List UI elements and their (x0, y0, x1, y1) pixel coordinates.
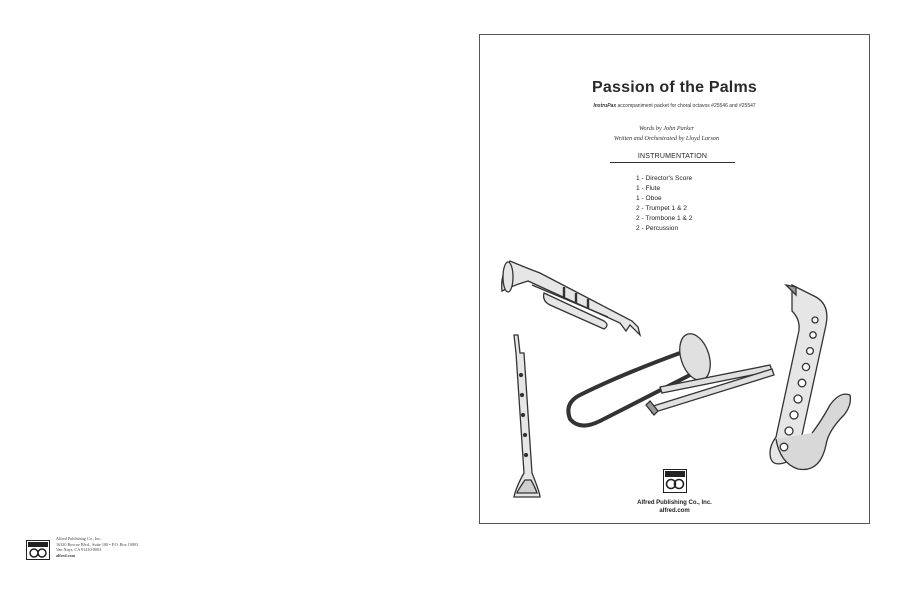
publisher-website[interactable]: alfred.com (56, 552, 76, 558)
list-item: 2 - Trombone 1 & 2 (636, 215, 693, 222)
trumpet-icon (502, 261, 640, 335)
instrumentation-heading: INSTRUMENTATION (610, 153, 735, 163)
publisher-website[interactable]: alfred.com (659, 508, 690, 514)
page-title: Passion of the Palms (592, 79, 757, 96)
list-item: 2 - Percussion (636, 225, 679, 232)
saxophone-icon (770, 285, 850, 470)
list-item: 2 - Trumpet 1 & 2 (636, 205, 687, 212)
trombone-icon (568, 330, 774, 426)
address-line: Alfred Publishing Co., Inc. (56, 536, 102, 541)
subtitle-text: accompaniment packet for choral octavos #25546 and #25547 (617, 103, 756, 109)
publisher-block (480, 499, 869, 515)
clarinet-icon (514, 335, 540, 497)
list-item: 1 - Director's Score (636, 175, 693, 182)
alfred-logo-icon (663, 469, 687, 493)
publisher-address (56, 536, 138, 558)
publisher-name: Alfred Publishing Co., Inc. (637, 500, 712, 506)
front-cover (479, 34, 870, 524)
list-item: 1 - Oboe (636, 195, 662, 202)
address-line: Van Nuys, CA 91410-0003 (56, 547, 102, 553)
product-brand: InstruPax (593, 103, 617, 109)
address-line: 16320 Roscoe Blvd., Suite 100 • P.O. Box 10003 (56, 541, 139, 547)
list-item: 1 - Flute (636, 185, 661, 192)
instrument-illustration (480, 35, 871, 525)
composer-credit: Written and Orchestrated by Lloyd Larson (613, 135, 720, 142)
lyricist-credit: Words by John Parker (638, 125, 695, 132)
alfred-logo-icon (26, 540, 50, 560)
